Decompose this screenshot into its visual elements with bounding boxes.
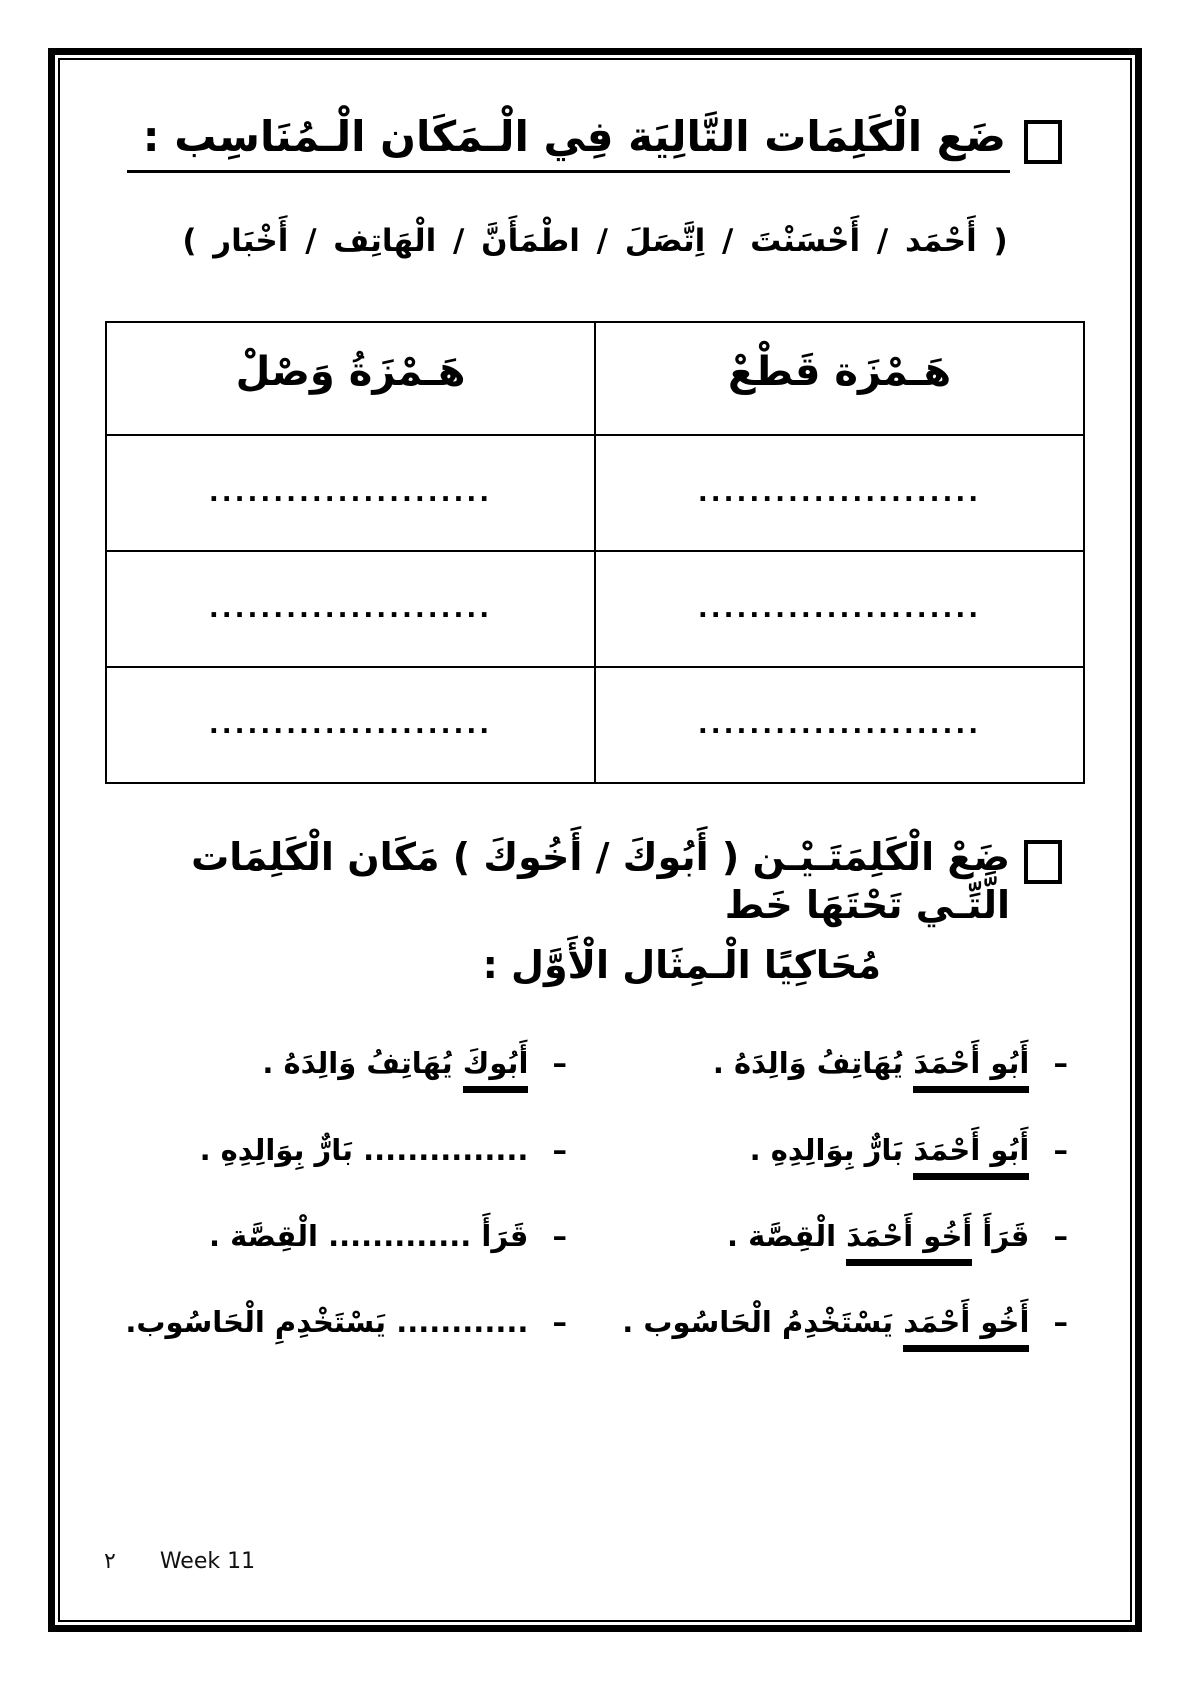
sentence-text: قَرَأَ — [982, 1218, 1030, 1253]
page-footer — [104, 1549, 255, 1574]
sentence-text: بَارٌّ بِوَالِدِهِ . — [749, 1132, 904, 1167]
sentence-text: يُهَاتِفُ وَالِدَهُ . — [262, 1046, 453, 1081]
dotted-blank: قَرَأَ ............. — [328, 1218, 529, 1253]
underlined-words: أَبُوكَ — [463, 1046, 529, 1093]
page-number: ٢ — [104, 1549, 116, 1574]
table-row — [106, 435, 1084, 551]
sentence-text: بَارٌّ بِوَالِدِهِ . — [199, 1132, 354, 1167]
dotted-blank: ............ — [396, 1305, 529, 1340]
exercise2-heading — [94, 834, 1096, 987]
dash-mark: – — [552, 1132, 567, 1167]
answer-sentence-2 — [94, 1132, 595, 1168]
exercise1-word-bank: ( أَحْمَد / أَحْسَنْتَ / اِتَّصَلَ / اطْمَأَنَّ / الْهَاتِف / أَخْبَار ) — [182, 223, 1008, 260]
page-border-inner — [58, 58, 1132, 1622]
exercise2-title-line2: مُحَاكِيًا الْـمِثَال الْأَوَّل : — [482, 943, 881, 988]
exercise1-title: ضَع الْكَلِمَات التَّالِيَة فِي الْـمَكَان الْـمُنَاسِب : — [127, 112, 1010, 173]
example-sentence-3 — [595, 1218, 1096, 1254]
answer-sentence-3 — [94, 1218, 595, 1254]
blank-answer-cell: ...................... — [595, 667, 1084, 783]
underlined-words: أَبُو أَحْمَدَ — [913, 1046, 1029, 1093]
worksheet-content — [60, 60, 1130, 1620]
sentence-text: الْقِصَّة . — [209, 1218, 318, 1253]
sentence-pair-row — [94, 1218, 1096, 1254]
blank-answer-cell: ...................... — [106, 551, 595, 667]
sentence-pair-row — [94, 1132, 1096, 1168]
table-row — [106, 667, 1084, 783]
dash-mark: – — [552, 1046, 567, 1081]
sentence-pair-row — [94, 1045, 1096, 1081]
underlined-words: أَخُو أَحْمَد — [903, 1305, 1029, 1352]
table-header-row — [106, 322, 1084, 435]
example-sentence-2 — [595, 1132, 1096, 1168]
dash-mark: – — [1053, 1218, 1068, 1253]
column-header-hamzat-qat: هَـمْزَة قَطْعْ — [595, 322, 1084, 435]
underlined-words: أَخُو أَحْمَدَ — [846, 1219, 972, 1266]
week-label: Week 11 — [159, 1549, 256, 1574]
sentence-text: الْقِصَّة . — [727, 1218, 837, 1253]
exercise1-heading — [94, 112, 1096, 173]
dash-mark: – — [1053, 1132, 1068, 1167]
dash-mark: – — [1053, 1046, 1068, 1081]
exercise2-title-line1: ضَعْ الْكَلِمَتَـيْـن ( أَبُوكَ / أَخُوكَ ) مَكَان الْكَلِمَات الَّتِّـي تَحْتَهَا خَط — [191, 835, 1010, 927]
answer-sentence-1 — [94, 1045, 595, 1081]
sentence-text: يَسْتَخْدِمُ الْحَاسُوب . — [622, 1305, 894, 1340]
example-sentence-1 — [595, 1045, 1096, 1081]
exercise2-title-line1-row — [94, 834, 1096, 929]
hamza-classification-table — [105, 321, 1085, 784]
table-row — [106, 551, 1084, 667]
sentence-pair-row — [94, 1304, 1096, 1340]
sentence-text: يُهَاتِفُ وَالِدَهُ . — [712, 1046, 904, 1081]
blank-answer-cell: ...................... — [106, 667, 595, 783]
dash-mark: – — [552, 1218, 567, 1253]
dotted-blank: ............... — [363, 1132, 529, 1167]
answer-sentence-4 — [94, 1304, 595, 1340]
example-sentence-4 — [595, 1304, 1096, 1340]
sentence-pairs — [94, 1045, 1096, 1340]
square-bullet-icon — [1024, 840, 1062, 884]
underlined-words: أَبُو أَحْمَدَ — [913, 1133, 1029, 1180]
sentence-text: يَسْتَخْدِمِ الْحَاسُوب. — [125, 1305, 387, 1340]
dash-mark: – — [552, 1305, 567, 1340]
dash-mark: – — [1053, 1305, 1068, 1340]
square-bullet-icon — [1024, 120, 1062, 164]
page-border-outer — [48, 48, 1142, 1632]
blank-answer-cell: ...................... — [595, 435, 1084, 551]
blank-answer-cell: ...................... — [106, 435, 595, 551]
column-header-hamzat-wasl: هَـمْزَةُ وَصْلْ — [106, 322, 595, 435]
blank-answer-cell: ...................... — [595, 551, 1084, 667]
